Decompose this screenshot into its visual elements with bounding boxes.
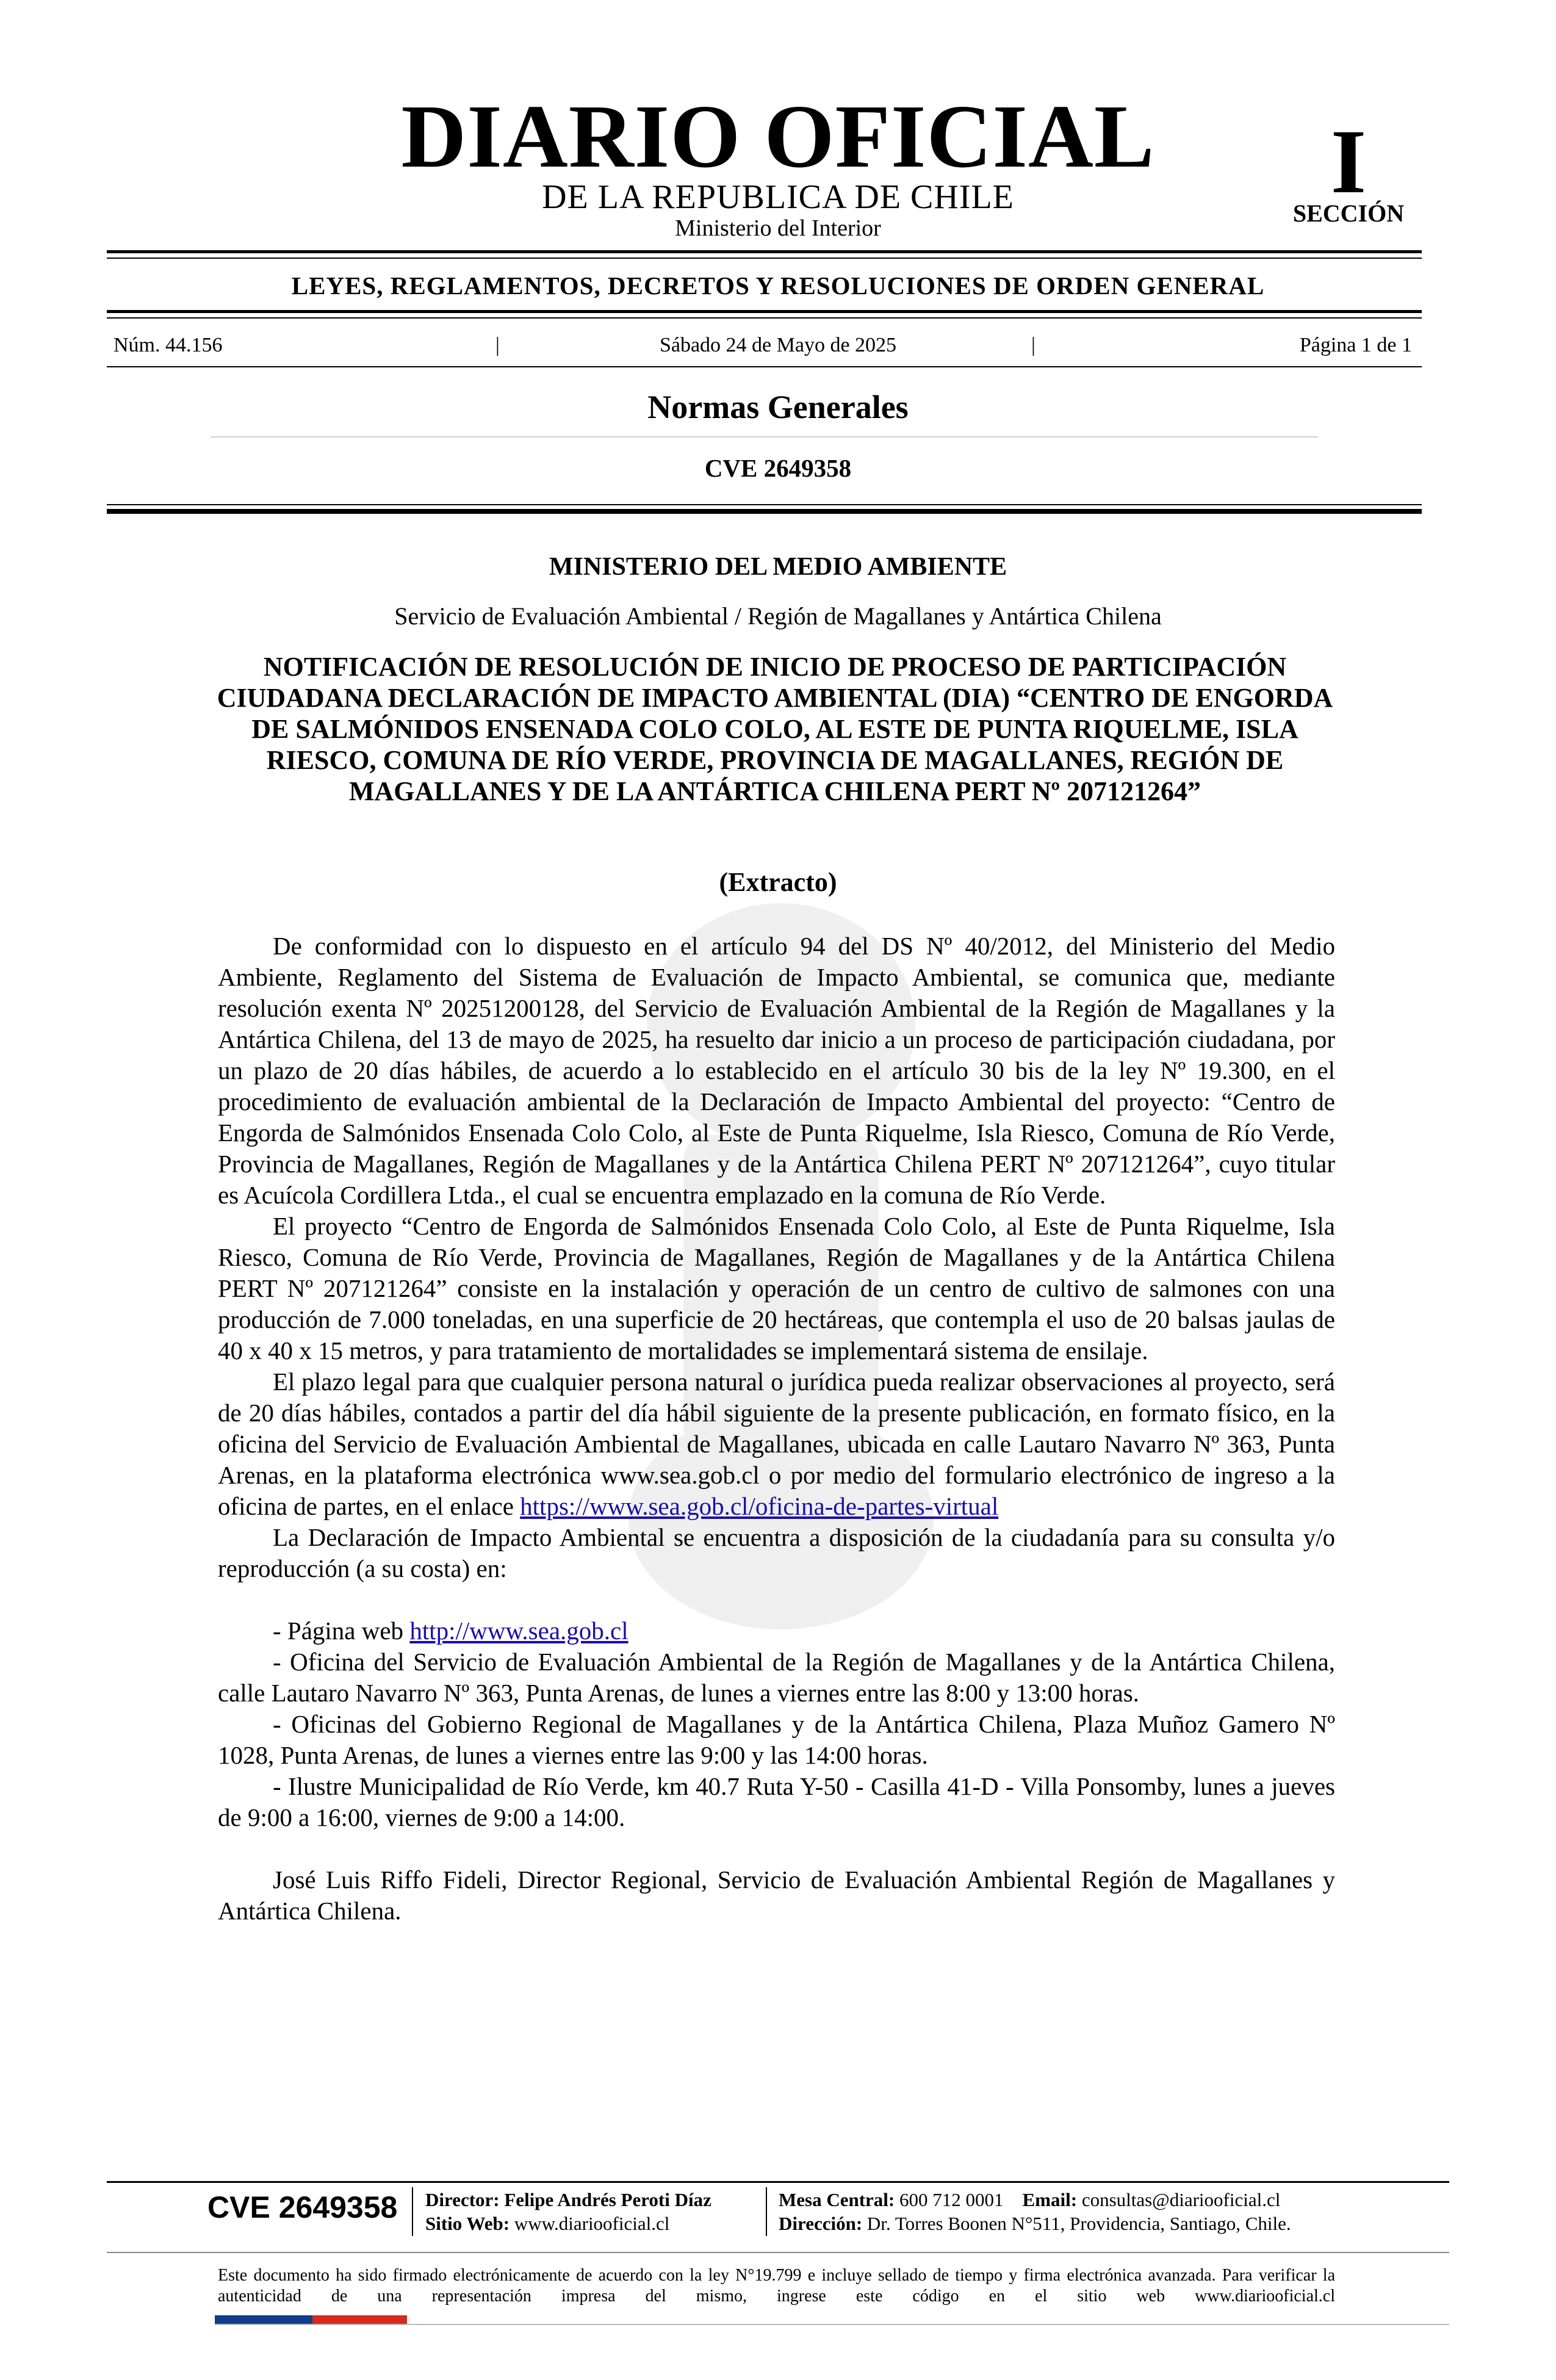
footer-cve-code: CVE 2649358 [207,2190,398,2224]
cve-code: CVE 2649358 [704,454,852,482]
banner-rule-thick [107,310,1422,313]
spacer [218,1584,1335,1615]
phone-label: Mesa Central: [779,2189,895,2210]
footer-divider [766,2187,767,2236]
legal-notice: Este documento ha sido firmado electrónicamente de acuerdo con la ley N°19.799 e incluye sellado de tiempo y firma electrónica avanzada. Para verificar la autenticidad de una representación impresa del mismo, ingrese este código en el sitio web www.diariooficial.cl [218,2266,1335,2306]
notice-title: NOTIFICACIÓN DE RESOLUCIÓN DE INICIO DE PROCESO DE PARTICIPACIÓN CIUDADANA DECLARACIÓN DE IMPACTO AMBIENTAL (DIA) “CENTRO DE ENGORDA DE SALMÓNIDOS ENSENADA COLO COLO, AL ESTE DE PUNTA RIQUELME, ISLA RIESCO, COMUNA DE RÍO VERDE, PROVINCIA DE MAGALLANES, REGIÓN DE MAGALLANES Y DE LA ANTÁRTICA CHILENA PERT Nº 207121264” [217,652,1333,806]
banner-rule-thin [107,317,1422,319]
masthead-rule-thin [107,258,1422,259]
footer-rule-bottom [107,2252,1449,2253]
address-label: Dirección: [779,2213,863,2234]
footer-rule-bottom-grey [215,2324,1449,2325]
list-item: - Oficina del Servicio de Evaluación Ambiental de la Región de Magallanes y de la Antártica Chilena, calle Lautaro Navarro Nº 363, Punta Arenas, de lunes a viernes entre las 8:00 y 13:00 horas. [218,1648,1335,1707]
email-label: Email: [1022,2189,1078,2210]
issue-separator: | [1031,334,1036,356]
email-value[interactable]: consultas@diariooficial.cl [1081,2189,1281,2210]
paragraph [218,1366,1335,1522]
paragraph: De conformidad con lo dispuesto en el artículo 94 del DS Nº 40/2012, del Ministerio del Medio Ambiente, Reglamento del Sistema de Evaluación de Impacto Ambiental, se comunica que, mediante resolución exenta Nº 20251200128, del Servicio de Evaluación Ambiental de la Región de Magallanes y la Antártica Chilena, del 13 de mayo de 2025, ha resuelto dar inicio a un proceso de participación ciudadana, por un plazo de 20 días hábiles, de acuerdo a lo establecido en el artículo 30 bis de la ley Nº 19.300, en el procedimiento de evaluación ambiental de la Declaración de Impacto Ambiental del proyecto: “Centro de Engorda de Salmónidos Ensenada Colo Colo, al Este de Punta Riquelme, Isla Riesco, Comuna de Río Verde, Provincia de Magallanes, Región de Magallanes y de la Antártica Chilena PERT Nº 207121264”, cuyo titular es Acuícola Cordillera Ltda., el cual se encuentra emplazado en la comuna de Río Verde. [218,932,1335,1209]
spacer [218,1833,1335,1864]
header-bottom-rule-thick [107,509,1422,514]
extract-label: (Extracto) [719,867,837,897]
footer-divider [412,2187,413,2236]
signature: José Luis Riffo Fideli, Director Regional, Servicio de Evaluación Ambiental Región de Magallanes y Antártica Chilena. [218,1866,1335,1925]
address-value: Dr. Torres Boonen N°511, Providencia, Santiago, Chile. [866,2213,1291,2234]
list-item: - Oficinas del Gobierno Regional de Magallanes y de la Antártica Chilena, Plaza Muñoz Gamero Nº 1028, Punta Arenas, de lunes a viernes entre las 9:00 y las 14:00 horas. [218,1710,1335,1769]
footer-address [779,2212,1291,2235]
section-label: SECCIÓN [1292,200,1405,227]
director-label: Director: [425,2189,500,2210]
service-heading: Servicio de Evaluación Ambiental / Región de Magallanes y Antártica Chilena [394,602,1162,630]
paragraph: La Declaración de Impacto Ambiental se encuentra a disposición de la ciudadanía para su consulta y/o reproducción (a su costa) en: [218,1523,1335,1582]
oficina-partes-link[interactable]: https://www.sea.gob.cl/oficina-de-partes-virtual [520,1492,999,1520]
section-numeral: I [1330,111,1367,212]
masthead-title: DIARIO OFICIAL [401,87,1155,187]
list-item [218,1615,1335,1646]
flag-stripe-red [312,2315,407,2324]
category-underline [211,436,1318,438]
footer-rule-top [107,2181,1449,2183]
masthead-subtitle: DE LA REPUBLICA DE CHILE [542,178,1014,216]
phone-value: 600 712 0001 [899,2189,1004,2210]
issue-page: Página 1 de 1 [1299,334,1412,356]
footer-director [425,2188,711,2211]
flag-stripe-blue [215,2315,312,2324]
masthead-ministry: Ministerio del Interior [675,215,881,241]
site-label: Sitio Web: [425,2213,510,2234]
site-value[interactable]: www.diariooficial.cl [514,2213,670,2234]
director-name: Felipe Andrés Peroti Díaz [504,2189,711,2210]
issue-rule [107,366,1422,367]
laws-banner: LEYES, REGLAMENTOS, DECRETOS Y RESOLUCIONES DE ORDEN GENERAL [291,272,1265,300]
masthead-rule-thick [107,250,1422,253]
list-item: - Ilustre Municipalidad de Río Verde, km 40.7 Ruta Y-50 - Casilla 41-D - Villa Ponsomby, lunes a jueves de 9:00 a 16:00, viernes de 9:00 a 14:00. [218,1772,1335,1831]
footer-site [425,2212,669,2235]
paragraph-text: El plazo legal para que cualquier persona natural o jurídica pueda realizar observaciones al proyecto, será de 20 días hábiles, contados a partir del día hábil siguiente de la presente publicación, en formato físico, en la oficina del Servicio de Evaluación Ambiental de Magallanes, ubicada en calle Lautaro Navarro Nº 363, Punta Arenas, en la plataforma electrónica www.sea.gob.cl o por medio del formulario electrónico de ingreso a la oficina de partes, en el enlace [218,1368,1335,1520]
ministry-heading: MINISTERIO DEL MEDIO AMBIENTE [549,553,1007,581]
issue-date: Sábado 24 de Mayo de 2025 [659,334,897,356]
list-item-text: - Página web [273,1617,410,1645]
issue-number: Núm. 44.156 [113,334,223,356]
issue-separator: | [495,334,500,356]
footer-phone-email [779,2188,1280,2211]
category-heading: Normas Generales [647,389,909,425]
sea-website-link[interactable]: http://www.sea.gob.cl [409,1617,629,1645]
paragraph: El proyecto “Centro de Engorda de Salmónidos Ensenada Colo Colo, al Este de Punta Riquelme, Isla Riesco, Comuna de Río Verde, Provincia de Magallanes, Región de Magallanes y de la Antártica Chilena PERT Nº 207121264” consiste en la instalación y operación de un centro de cultivo de salmones con una producción de 7.000 toneladas, en una superficie de 20 hectáreas, que contempla el uso de 20 balsas jaulas de 40 x 40 x 15 metros, y para tratamiento de mortalidades se implementará sistema de ensilaje. [218,1212,1335,1365]
header-bottom-rule-thin [107,504,1422,505]
notice-body [218,931,1335,1927]
